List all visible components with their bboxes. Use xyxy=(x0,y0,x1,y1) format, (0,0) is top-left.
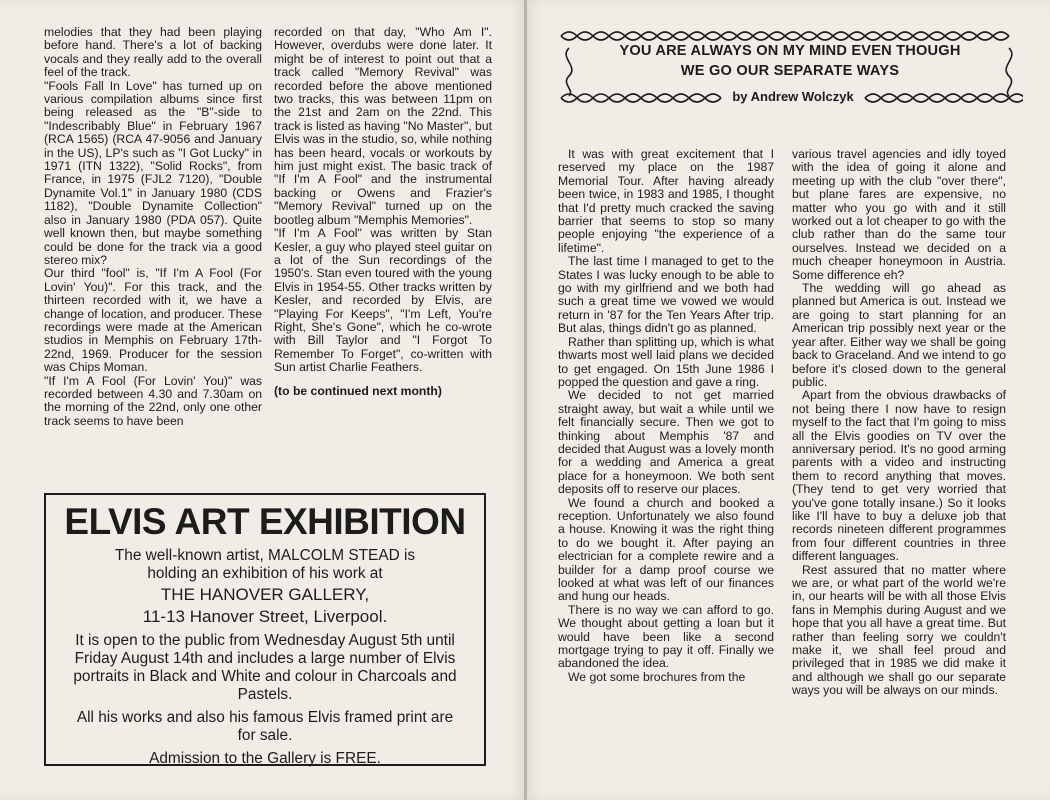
article-title-line-1: YOU ARE ALWAYS ON MY MIND EVEN THOUGH xyxy=(619,43,961,59)
left-page xyxy=(0,0,524,800)
ad-address: 11-13 Hanover Street, Liverpool. xyxy=(142,607,388,626)
article-title xyxy=(595,41,985,81)
paragraph: We decided to not get married straight away, but wait a while until we felt financially secure. Then we got to thinking about Memphis '87 and decided that August was a lovely month for a wedding and America a great place for a honeymoon. We both sent deposits off to reserve our places. xyxy=(558,388,774,497)
ad-intro: The well-known artist, MALCOLM STEAD is holding an exhibition of his work at xyxy=(114,547,416,582)
paragraph: There is no way we can afford to go. We thought about getting a loan but it would have been like a second mortgage trying to pay it off. Finally we abandoned the idea. xyxy=(558,602,774,671)
paragraph: recorded on that day, "Who Am I". However, overdubs were done later. It might be of interest to point out that a track called "Memory Revival" was recorded before the above mentioned two tracks, this was between 11pm on the 21st and 2am on the 22nd. This track is listed as having "No Master", but Elvis was in the studio, so, while nothing has been heard, vocals or workouts by him just might exist. The basic track of "If I'm A Fool" and the instrumental backing or Owens and Frazier's "Memory Revival" turned up on the bootleg album "Memphis Memories". xyxy=(274,25,492,227)
ad-title: ELVIS ART EXHIBITION xyxy=(64,501,466,542)
paragraph: "Fools Fall In Love" has turned up on various compilation albums since first being released as the "B"-side to "Indescribably Blue" in February 1967 (RCA 1565) (RCA 47-9056 and January in the US), LP's such as "I Got Lucky" in 1971 (ITN 1322), "Solid Rocks", from France, in 1975 (FJL2 7120), "Double Dynamite Vol.1" in January 1980 (CDS 1182), "Double Dynamite Collection" also in January 1980 (PDA 057). Quite well known then, but maybe something could be done for the track via a good stereo mix? xyxy=(44,78,262,267)
article-header xyxy=(555,24,1023,114)
article-byline: by Andrew Wolczyk xyxy=(732,89,854,104)
paragraph: The wedding will go ahead as planned but America is out. Instead we are going to start planning for an American trip possibly next year or the year after. Either way we shall be going back to Graceland. And we intend to go before it's closed down to the general public. xyxy=(792,281,1006,389)
ad-admission: Admission to the Gallery is FREE. xyxy=(149,750,381,767)
left-column-2 xyxy=(274,26,492,398)
paragraph: melodies that they had been playing before hand. There's a lot of backing vocals and they really add to the overall feel of the track. xyxy=(44,25,262,80)
paragraph: We found a church and booked a reception. Unfortunately we also found a house. Knowing it was the right thing to do we bought it. After paying an electrician for a complete rewire and a builder for a damp proof course we looked at what was left of our finances and hung our heads. xyxy=(558,495,774,604)
continued-note: (to be continued next month) xyxy=(274,383,442,398)
paragraph: "If I'm A Fool (For Lovin' You)" was recorded between 4.30 and 7.30am on the morning of the 22nd, only one other track seems to have been xyxy=(44,373,262,428)
paragraph: The last time I managed to get to the States I was lucky enough to be able to go with my girlfriend and we both had such a great time we vowed we would return in '87 for the Ten Years After trip. But alas, things didn't go as planned. xyxy=(558,254,774,336)
paragraph: It was with great excitement that I reserved my place on the 1987 Memorial Tour. After having already been twice, in 1983 and 1985, I thought that I'd pretty much cracked the saving barrier that seems to stop so many people enjoying "the experience of a lifetime". xyxy=(558,147,774,255)
ad-sale: All his works and also his famous Elvis framed print are for sale. xyxy=(76,709,454,744)
article-title-line-2: WE GO OUR SEPARATE WAYS xyxy=(680,63,900,79)
right-page xyxy=(527,0,1050,800)
art-exhibition-ad xyxy=(44,493,486,766)
ad-dates: It is open to the public from Wednesday August 5th until Friday August 14th and includes a large number of Elvis portraits in Black and White and colour in Charcoals and Pastels. xyxy=(73,632,457,703)
paragraph: We got some brochures from the xyxy=(568,669,746,684)
paragraph: Apart from the obvious drawbacks of not being there I now have to resign myself to the fact that I'm going to miss all the Elvis goodies on TV over the anniversary period. It's no good arming parents with a video and instructing them to record anything that moves. (They tend to get very worried that you've gone totally insane.) So it looks like I'll have to buy a deluxe job that records nineteen different programmes from four different countries in three different languages. xyxy=(792,388,1006,564)
paragraph: Our third "fool" is, "If I'm A Fool (For Lovin' You)". For this track, and the thirteen recorded with it, we have a change of location, and producer. These recordings were made at the American studios in Memphis on February 17th-22nd, 1969. Producer for the session was Chips Moman. xyxy=(44,266,262,375)
left-column-2-body xyxy=(274,26,492,375)
right-column-2 xyxy=(792,148,1006,698)
paragraph: Rest assured that no matter where we are, or what part of the world we're in, our hearts will be with all those Elvis fans in Memphis during August and we hope that you all have a great time. But rather than feeling sorry we couldn't make it, we shall feel proud and privileged that in 1985 we did make it and although we shall go our separate ways you will be always on our minds. xyxy=(792,562,1006,698)
paragraph: various travel agencies and idly toyed with the idea of going it alone and meeting up with the club "over there", but plane fares are expensive, no matter who you go with and it still worked out a lot cheaper to go with the club rather than do the same tour ourselves. Instead we decided on a much cheaper honeymoon in Austria. Some difference eh? xyxy=(792,147,1006,282)
left-column-1 xyxy=(44,26,262,428)
ad-gallery: THE HANOVER GALLERY, xyxy=(160,585,370,604)
right-column-1 xyxy=(558,148,774,684)
paragraph: Rather than splitting up, which is what thwarts most well laid plans we decided to get engaged. On 15th June 1986 I popped the question and gave a ring. xyxy=(558,334,774,389)
paragraph: "If I'm A Fool" was written by Stan Kesler, a guy who played steel guitar on a lot of the Sun recordings of the 1950's. Stan even toured with the young Elvis in 1954-55. Other tracks written by Kesler, and recorded by Elvis, are "Playing For Keeps", "I'm Left, You're Right, She's Gone", which he co-wrote with Bill Taylor and "I Forgot To Remember To Forget", co-written with Sun artist Charlie Feathers. xyxy=(274,226,492,375)
